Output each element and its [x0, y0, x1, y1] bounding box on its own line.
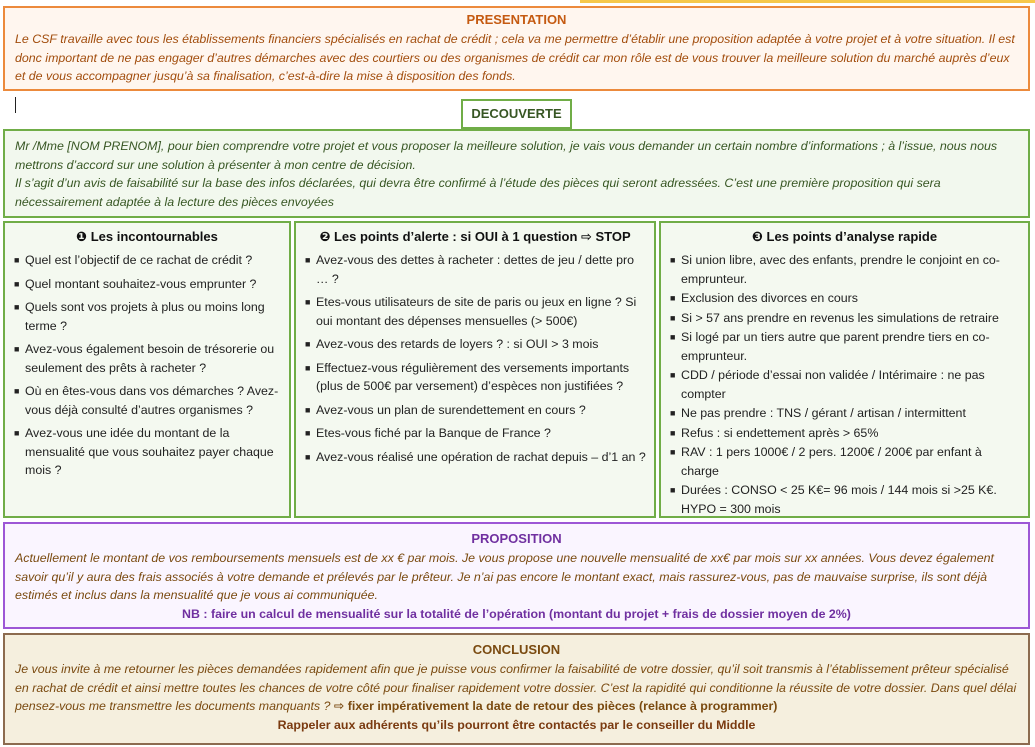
- proposition-note: NB : faire un calcul de mensualité sur la totalité de l’opération (montant du projet + frais de dossier moyen de 2%): [182, 606, 851, 621]
- list-item: ■ Ne pas prendre : TNS / gérant / artisan / intermittent: [669, 404, 1020, 423]
- bullet-icon: ■: [14, 386, 20, 396]
- list-item: ■ Avez-vous également besoin de trésorerie ou seulement des prêts à racheter ?: [14, 342, 275, 375]
- bullet-icon: ■: [670, 332, 676, 342]
- analyse-rapide-list: [669, 251, 1020, 518]
- bullet-icon: ■: [670, 408, 676, 418]
- bullet-icon: ■: [305, 297, 311, 307]
- bullet-icon: ■: [14, 302, 20, 312]
- list-item: ■ Refus : si endettement après > 65%: [669, 424, 1020, 443]
- decouverte-paragraph-2: Il s’agit d’un avis de faisabilité sur la base des infos déclarées, qui devra être confirmé à l’étude des pièces qui seront adressées. C’est une première proposition qui sera nécessairement adaptée à la lecture des pièces envoyées: [15, 176, 941, 209]
- analyse-rapide-column: [659, 221, 1030, 518]
- list-item: ■ Avez-vous une idée du montant de la mensualité que vous souhaitez payer chaque mois ?: [14, 426, 274, 477]
- decouverte-paragraph-1: Mr /Mme [NOM PRENOM], pour bien comprendre votre projet et vous proposer la meilleure solution, je vais vous demander un certain nombre d’informations ; à l’issue, nous nous mettrons d’accord sur une solution à présenter à mon centre de décision.: [15, 139, 998, 172]
- bullet-icon: ■: [670, 293, 676, 303]
- list-item: ■ Quels sont vos projets à plus ou moins long terme ?: [14, 300, 265, 333]
- bullet-icon: ■: [670, 485, 676, 495]
- conclusion-action: ⇨ fixer impérativement la date de retour des pièces (relance à programmer): [333, 699, 778, 713]
- incontournables-list: [13, 251, 281, 480]
- top-accent-strip: [580, 0, 1035, 3]
- bullet-icon: ■: [305, 362, 311, 373]
- bullet-icon: ■: [670, 370, 676, 380]
- list-item: ■ Quel montant souhaitez-vous emprunter ?: [13, 275, 281, 294]
- presentation-title: PRESENTATION: [466, 12, 567, 27]
- list-item: ■ Avez-vous réalisé une opération de rachat depuis – d’1 an ?: [304, 448, 646, 467]
- bullet-icon: ■: [305, 428, 311, 438]
- bullet-icon: ■: [14, 344, 20, 354]
- text-cursor: [15, 97, 16, 113]
- bullet-icon: ■: [305, 404, 311, 415]
- list-item: ■ Effectuez-vous régulièrement des versements importants (plus de 500€ par versement) d’espèces non justifiées ?: [305, 360, 630, 393]
- bullet-icon: ■: [14, 255, 20, 265]
- analyse-rapide-title: ❸ Les points d’analyse rapide: [751, 229, 938, 244]
- decouverte-title: DECOUVERTE: [461, 99, 572, 129]
- list-item: ■ Si > 57 ans prendre en revenus les simulations de retraire: [669, 309, 1020, 328]
- list-item: ■ Si union libre, avec des enfants, prendre le conjoint en co-emprunteur.: [670, 253, 1000, 286]
- list-item: ■ Avez-vous un plan de surendettement en cours ?: [304, 401, 646, 420]
- list-item: ■ Etes-vous utilisateurs de site de paris ou jeux en ligne ? Si oui montant des dépenses mensuelles (> 500€): [305, 295, 637, 328]
- list-item: ■ Avez-vous des retards de loyers ? : si OUI > 3 mois: [304, 335, 646, 354]
- list-item: ■ Quel est l’objectif de ce rachat de crédit ?: [13, 251, 281, 270]
- conclusion-section: [3, 633, 1030, 745]
- list-item: ■ Avez-vous des dettes à racheter : dettes de jeu / dette pro … ?: [305, 253, 634, 286]
- bullet-icon: ■: [670, 427, 676, 438]
- proposition-title: PROPOSITION: [471, 531, 562, 546]
- incontournables-title: ❶ Les incontournables: [76, 229, 218, 244]
- bullet-icon: ■: [670, 447, 676, 457]
- presentation-text: Le CSF travaille avec tous les établissements financiers spécialisés en rachat de crédit ; cela va me permettre d’établir une proposition adaptée à votre projet et à votre situation. Il est donc important de ne pas engager d’autres démarches avec des courtiers ou des organismes de crédit car mon rôle est de vous trouver la meilleure solution du marché auprès d’eux et de vous accompagner jusqu’à sa finalisation, c’est-à-dire la mise à disposition des fonds.: [15, 32, 1015, 83]
- decouverte-section: [3, 129, 1030, 218]
- bullet-icon: ■: [305, 255, 311, 265]
- list-item: ■ Si logé par un tiers autre que parent prendre tiers en co-emprunteur.: [670, 330, 990, 363]
- points-alerte-list: [304, 251, 646, 466]
- bullet-icon: ■: [305, 339, 311, 349]
- conclusion-text: [15, 660, 1018, 716]
- bullet-icon: ■: [670, 312, 676, 323]
- bullet-icon: ■: [14, 428, 20, 438]
- list-item: ■ Où en êtes-vous dans vos démarches ? Avez-vous déjà consulté d’autres organismes ?: [14, 384, 279, 417]
- conclusion-footer: Rappeler aux adhérents qu’ils pourront être contactés par le conseiller du Middle: [277, 717, 756, 732]
- incontournables-column: [3, 221, 291, 518]
- conclusion-title: CONCLUSION: [472, 642, 561, 657]
- list-item: ■ CDD / période d’essai non validée / Intérimaire : ne pas compter: [670, 368, 985, 401]
- list-item: ■ Exclusion des divorces en cours: [669, 289, 1020, 308]
- proposition-section: [3, 522, 1030, 629]
- points-alerte-title: ❷ Les points d’alerte : si OUI à 1 question ⇨ STOP: [319, 229, 631, 244]
- list-item: ■ Durées : CONSO < 25 K€= 96 mois / 144 mois si >25 K€. HYPO = 300 mois: [670, 483, 997, 516]
- presentation-section: [3, 6, 1030, 91]
- points-alerte-column: [294, 221, 656, 518]
- proposition-text: Actuellement le montant de vos remboursements mensuels est de xx € par mois. Je vous propose une nouvelle mensualité de xx€ par mois sur xx années. Vous devez également savoir qu’il y aura des frais associés à votre demande et prélevés par le prêteur. Je n’ai pas encore le montant exact, mais rassurez-vous, pas de mauvaise surprise, ils sont déjà estimés et inclus dans la mensualité que je vous ai communiquée.: [15, 551, 994, 602]
- list-item: ■ RAV : 1 pers 1000€ / 2 pers. 1200€ / 200€ par enfant à charge: [670, 445, 982, 478]
- list-item: ■ Etes-vous fiché par la Banque de France ?: [304, 424, 646, 443]
- bullet-icon: ■: [670, 255, 676, 265]
- bullet-icon: ■: [14, 278, 20, 289]
- conclusion-paragraph: Je vous invite à me retourner les pièces demandées rapidement afin que je puisse vous confirmer la faisabilité de votre dossier, qu’il soit transmis à l’établissement prêteur spécialisé en rachat de crédit et ainsi mettre toutes les chances de votre côté pour finaliser rapidement votre dossier. C’est la rapidité qui conditionne la réussite de votre dossier. Dans quel délai pensez-vous me transmettre les documents manquants ?: [15, 662, 1017, 713]
- bullet-icon: ■: [305, 451, 311, 462]
